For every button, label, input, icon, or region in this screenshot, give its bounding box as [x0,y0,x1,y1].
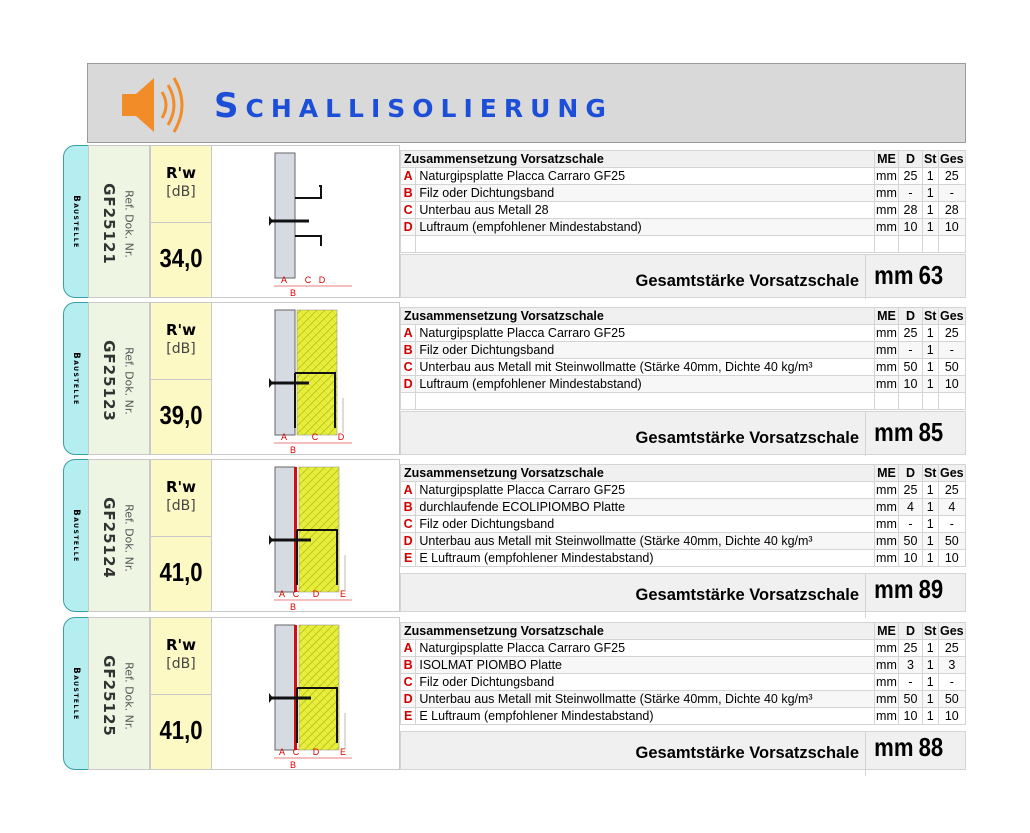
layer-key: B [401,342,416,359]
speaker-icon [118,70,188,140]
layer-row [401,325,966,342]
layer-row [401,376,966,393]
title-initial: S [214,86,246,126]
total-unit: mm [874,732,914,762]
layer-key: C [401,359,416,376]
total-label: Gesamtstärke Vorsatzschale [635,272,859,290]
total-value: 88 [918,732,943,762]
dimension-label: E [339,589,347,599]
ges-header: Ges [940,624,964,638]
rw-value: 41,0 [159,715,203,745]
layer-thickness: 25 [899,168,923,185]
dimension-label: B [289,760,297,770]
rw-value: 39,0 [159,400,203,430]
layer-count: 1 [922,325,938,342]
layer-total: 25 [938,325,965,342]
wall-section-diagram [212,617,400,770]
layer-key: B [401,185,416,202]
ref-label: Ref. Dok. Nr. [122,662,136,730]
layer-count: 1 [922,550,938,567]
layer-row [401,640,966,657]
dimension-label: D [337,432,345,442]
layer-thickness [899,236,923,253]
composition-table [400,464,966,567]
wall-section-diagram [212,459,400,612]
layer-row [401,359,966,376]
layer-unit: mm [876,641,897,655]
layer-description [416,393,874,410]
total-value-group [874,574,943,605]
screw-head [269,535,273,545]
layer-row [401,482,966,499]
rw-unit: [dB] [166,498,196,514]
me-header: ME [874,151,898,168]
reference-cell [88,302,150,455]
layer-description: E Luftraum (empfohlener Mindestabstand) [416,708,874,725]
layer-key: A [401,325,416,342]
layer-unit: mm [876,517,897,531]
layer-thickness: 10 [899,550,923,567]
total-value: 89 [918,574,943,604]
layer-thickness: 50 [899,691,923,708]
composition-header: Zusammensetzung Vorsatzschale [401,151,875,168]
layer-total: 25 [938,168,965,185]
layer-thickness: - [899,516,923,533]
layer-unit: mm [876,360,897,374]
layer-total [938,236,965,253]
layer-row [401,236,966,253]
layer-count: 1 [922,657,938,674]
layer-description: Filz oder Dichtungsband [416,674,874,691]
rw-label: R'w [166,478,196,496]
ges-header: Ges [940,152,964,166]
dimension-label: B [289,602,297,612]
layer-unit: mm [876,675,897,689]
total-value-group [874,260,943,291]
layer-count: 1 [922,219,938,236]
layer-thickness: 25 [899,325,923,342]
layer-description: Filz oder Dichtungsband [416,516,874,533]
ref-label: Ref. Dok. Nr. [122,504,136,572]
layer-description: Unterbau aus Metall mit Steinwollmatte (Stärke 40mm, Dichte 40 kg/m³ [416,359,874,376]
layer-key [401,393,416,410]
layer-key: B [401,499,416,516]
ges-header: Ges [940,466,964,480]
layer-description: Naturgipsplatte Placca Carraro GF25 [416,482,874,499]
layer-description: Naturgipsplatte Placca Carraro GF25 [416,168,874,185]
layer-thickness: 3 [899,657,923,674]
table-header [401,308,966,325]
layer-total: - [938,342,965,359]
screw-head [269,693,273,703]
total-value: 85 [918,417,943,447]
layer-total: 10 [938,219,965,236]
rw-value: 41,0 [159,557,203,587]
dimension-label: D [312,589,320,599]
dimension-label: A [278,589,286,599]
layer-unit: mm [876,551,897,565]
dimension-label: E [339,747,347,757]
layer-total: - [938,674,965,691]
layer-unit: mm [876,220,897,234]
layer-count: 1 [922,516,938,533]
layer-total: 50 [938,359,965,376]
gypsum-board [275,153,295,278]
layer-description: Unterbau aus Metall mit Steinwollmatte (Stärke 40mm, Dichte 40 kg/m³ [416,533,874,550]
site-tab [63,459,89,612]
d-header: D [899,623,923,640]
layer-unit: mm [876,203,897,217]
dimension-label: C [311,432,319,442]
layer-row [401,342,966,359]
gypsum-board [275,625,295,750]
layer-total: 25 [938,482,965,499]
table-header [401,465,966,482]
layer-description: Naturgipsplatte Placca Carraro GF25 [416,640,874,657]
total-thickness-box [400,411,966,455]
metal-stud [295,186,321,246]
layer-row [401,516,966,533]
layer-count [922,236,938,253]
dimension-label: D [312,747,320,757]
layer-unit: mm [876,483,897,497]
dimension-label: C [304,275,312,285]
layer-thickness: 50 [899,533,923,550]
gypsum-board [275,310,295,435]
layer-count [922,393,938,410]
rw-unit: [dB] [166,184,196,200]
total-value-group [874,732,943,763]
dimension-label: A [280,275,288,285]
site-label: Baustelle [71,194,81,249]
ref-label: Ref. Dok. Nr. [122,347,136,415]
layer-key: C [401,516,416,533]
layer-description: Luftraum (empfohlener Mindestabstand) [416,376,874,393]
layer-key: E [401,550,416,567]
me-header: ME [874,465,898,482]
layer-row [401,533,966,550]
layer-row [401,393,966,410]
layer-key: C [401,202,416,219]
layer-count: 1 [922,482,938,499]
layer-count: 1 [922,533,938,550]
rw-cell [150,145,212,298]
layer-count: 1 [922,359,938,376]
layer-row [401,185,966,202]
total-thickness-box [400,731,966,770]
layer-key: D [401,691,416,708]
layer-row [401,499,966,516]
layer-total: - [938,185,965,202]
total-thickness-box [400,573,966,612]
layer-thickness: 4 [899,499,923,516]
layer-unit [874,393,898,410]
layer-thickness [899,393,923,410]
section-drawing [212,146,400,299]
gypsum-board [275,467,295,592]
layer-key: A [401,482,416,499]
layer-row [401,202,966,219]
layer-unit: mm [876,169,897,183]
layer-row [401,657,966,674]
layer-total: 50 [938,533,965,550]
layer-count: 1 [922,691,938,708]
layer-thickness: 10 [899,376,923,393]
layer-key: B [401,657,416,674]
layer-unit [874,236,898,253]
composition-header: Zusammensetzung Vorsatzschale [401,465,875,482]
rw-unit: [dB] [166,341,196,357]
layer-total: 10 [938,376,965,393]
layer-count: 1 [922,499,938,516]
layer-key: D [401,376,416,393]
ref-number: GF25124 [100,497,118,579]
layer-count: 1 [922,674,938,691]
site-tab [63,145,89,298]
site-label: Baustelle [71,351,81,406]
layer-unit: mm [876,500,897,514]
layer-key: C [401,674,416,691]
ges-header: Ges [940,309,964,323]
layer-key: D [401,533,416,550]
site-tab [63,617,89,770]
total-unit: mm [874,417,914,447]
layer-description: Filz oder Dichtungsband [416,342,874,359]
layer-unit: mm [876,658,897,672]
layer-unit: mm [876,377,897,391]
rw-cell [150,617,212,770]
section-drawing [212,618,400,771]
layer-key [401,236,416,253]
total-label: Gesamtstärke Vorsatzschale [635,744,859,762]
me-header: ME [874,623,898,640]
total-value-group [874,417,943,448]
layer-key: E [401,708,416,725]
composition-table [400,150,966,253]
layer-count: 1 [922,202,938,219]
page-header [87,63,966,143]
layer-description: Unterbau aus Metall mit Steinwollmatte (Stärke 40mm, Dichte 40 kg/m³ [416,691,874,708]
d-header: D [899,465,923,482]
system-row [63,459,967,614]
page-title [214,86,613,126]
layer-thickness: - [899,185,923,202]
layer-unit: mm [876,534,897,548]
layer-thickness: - [899,342,923,359]
site-label: Baustelle [71,666,81,721]
layer-count: 1 [922,168,938,185]
layer-row [401,691,966,708]
site-tab [63,302,89,455]
layer-description [416,236,874,253]
layer-count: 1 [922,342,938,359]
layer-total [938,393,965,410]
layer-description: durchlaufende ECOLIPIOMBO Platte [416,499,874,516]
layer-total: 10 [938,708,965,725]
total-thickness-box [400,254,966,298]
dimension-label: A [278,747,286,757]
dimension-label: C [292,747,300,757]
dimension-label: D [318,275,326,285]
layer-unit: mm [876,692,897,706]
layer-row [401,168,966,185]
layer-total: 10 [938,550,965,567]
composition-header: Zusammensetzung Vorsatzschale [401,308,875,325]
me-header: ME [874,308,898,325]
wall-section-diagram [212,145,400,298]
rw-unit: [dB] [166,656,196,672]
rw-cell [150,459,212,612]
layer-thickness: 25 [899,640,923,657]
table-header [401,151,966,168]
layer-row [401,674,966,691]
wall-section-diagram [212,302,400,455]
layer-count: 1 [922,376,938,393]
st-header: St [923,624,937,638]
layer-thickness: 25 [899,482,923,499]
screw-head [269,378,273,388]
layer-total: 4 [938,499,965,516]
composition-header: Zusammensetzung Vorsatzschale [401,623,875,640]
layer-description: E Luftraum (empfohlener Mindestabstand) [416,550,874,567]
d-header: D [899,308,923,325]
layer-unit: mm [876,709,897,723]
st-header: St [923,466,937,480]
st-header: St [923,309,937,323]
layer-unit: mm [876,343,897,357]
system-row [63,617,967,772]
section-drawing [212,303,400,456]
site-label: Baustelle [71,508,81,563]
dimension-label: B [289,445,297,455]
ref-number: GF25121 [100,183,118,265]
rw-label: R'w [166,164,196,182]
screw-head [269,216,273,226]
layer-description: ISOLMAT PIOMBO Platte [416,657,874,674]
layer-thickness: 10 [899,219,923,236]
dimension-label: C [292,589,300,599]
layer-key: A [401,168,416,185]
layer-count: 1 [922,185,938,202]
layer-total: 50 [938,691,965,708]
reference-cell [88,145,150,298]
rw-label: R'w [166,636,196,654]
layer-thickness: 28 [899,202,923,219]
layer-unit: mm [876,186,897,200]
title-rest: CHALLISOLIERUNG [245,94,613,123]
layer-total: 25 [938,640,965,657]
layer-count: 1 [922,708,938,725]
reference-cell [88,617,150,770]
dimension-label: B [289,288,297,298]
layer-row [401,708,966,725]
ref-label: Ref. Dok. Nr. [122,190,136,258]
st-header: St [923,152,937,166]
system-row [63,302,967,457]
rw-cell [150,302,212,455]
layer-description: Unterbau aus Metall 28 [416,202,874,219]
layer-count: 1 [922,640,938,657]
total-unit: mm [874,574,914,604]
d-header: D [899,151,923,168]
total-unit: mm [874,260,914,290]
layer-total: 3 [938,657,965,674]
layer-description: Filz oder Dichtungsband [416,185,874,202]
layer-description: Naturgipsplatte Placca Carraro GF25 [416,325,874,342]
section-drawing [212,460,400,613]
dimension-label: A [280,432,288,442]
layer-thickness: - [899,674,923,691]
layer-row [401,550,966,567]
reference-cell [88,459,150,612]
total-label: Gesamtstärke Vorsatzschale [635,429,859,447]
composition-table [400,622,966,725]
total-label: Gesamtstärke Vorsatzschale [635,586,859,604]
layer-total: 28 [938,202,965,219]
layer-key: D [401,219,416,236]
layer-thickness: 50 [899,359,923,376]
layer-key: A [401,640,416,657]
layer-unit: mm [876,326,897,340]
layer-thickness: 10 [899,708,923,725]
composition-table [400,307,966,410]
ref-number: GF25123 [100,340,118,422]
layer-description: Luftraum (empfohlener Mindestabstand) [416,219,874,236]
layer-total: - [938,516,965,533]
table-header [401,623,966,640]
total-value: 63 [918,260,943,290]
rw-value: 34,0 [159,243,203,273]
layer-row [401,219,966,236]
ref-number: GF25125 [100,655,118,737]
system-row [63,145,967,300]
rw-label: R'w [166,321,196,339]
